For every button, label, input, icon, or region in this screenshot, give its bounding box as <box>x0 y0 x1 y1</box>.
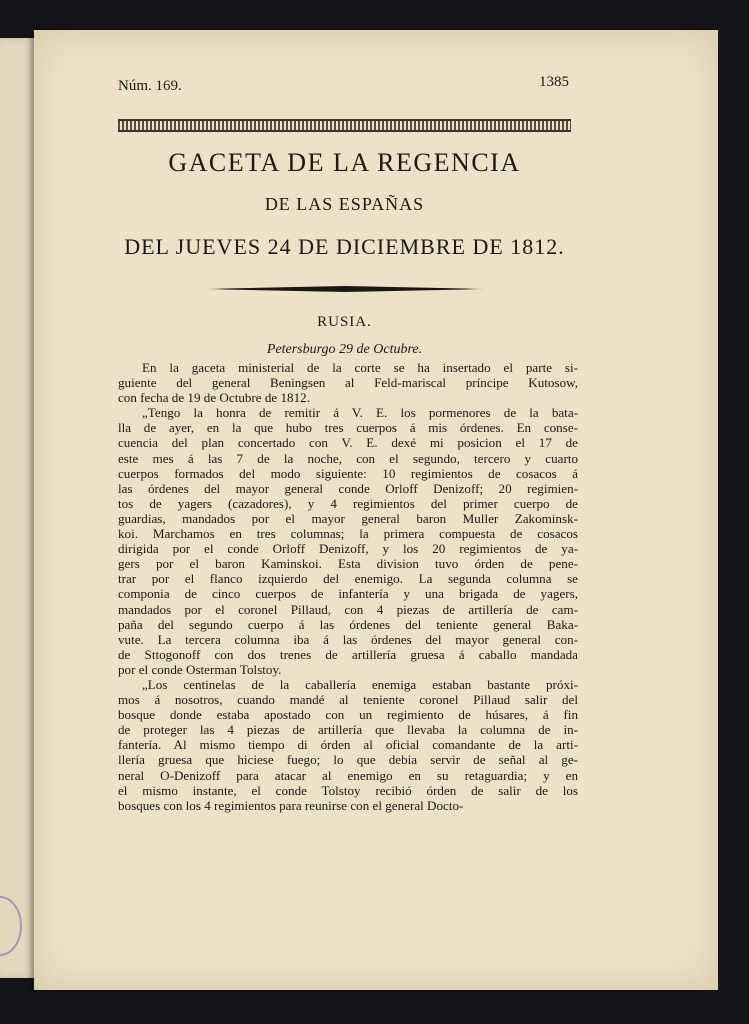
text-line: „Los centinelas de la caballería enemiga estaban bastante próxi- <box>142 676 578 692</box>
text-line: por el conde Osterman Tolstoy. <box>118 661 282 677</box>
text-line: guardias, mandados por el mayor general baron Muller Zakominsk- <box>118 510 578 526</box>
gazette-title: GACETA DE LA REGENCIA <box>168 148 521 177</box>
text-line: koi. Marchamos en tres columnas; la primera compuesta de cosacos <box>118 526 578 542</box>
gazette-page <box>34 30 718 990</box>
article-dateline: Petersburgo 29 de Octubre. <box>266 342 423 357</box>
text-line: mos á nosotros, cuando mandé al teniente coronel Pillaud salir del <box>118 692 578 708</box>
library-stamp <box>0 896 22 956</box>
text-line: En la gaceta ministerial de la corte se ha insertado el parte si- <box>142 360 578 375</box>
text-line: las órdenes del mayor general conde Orloff Denizoff; 20 regimien- <box>118 480 578 496</box>
text-line: llería gruesa que hiciese fuego; lo que debia servir de señal al ge- <box>118 752 578 768</box>
section-heading: RUSIA. <box>317 314 372 330</box>
text-line: componia de cinco cuerpos de infantería y una brigada de yagers, <box>118 586 578 602</box>
text-line: vute. La tercera columna iba á las órdenes del mayor general con- <box>118 631 578 647</box>
text-line: paña del segundo cuerpo á las órdenes del teniente general Baka- <box>118 616 578 632</box>
ornamental-rule <box>202 286 488 292</box>
text-line: el mismo instante, el conde Tolstoy recibió órden de salir de los <box>118 782 578 798</box>
text-line: cuerpos formados del modo siguiente: 10 regimientos de cosacos á <box>118 465 578 481</box>
text-line: neral O-Denizoff para atacar al enemigo en su retaguardia; y en <box>118 767 578 783</box>
masthead-rule <box>118 119 571 132</box>
text-line: de proteger las 4 piezas de artillería que llevaba la columna de in- <box>118 722 578 738</box>
page-number: 1385 <box>539 74 569 90</box>
text-line: gers por el baron Kaminskoi. Esta division tuvo órden de pene- <box>118 556 578 572</box>
issue-date: DEL JUEVES 24 DE DICIEMBRE DE 1812. <box>124 234 565 259</box>
text-line: cuencia del plan concertado con V. E. dexé mi posicion el 17 de <box>118 435 578 451</box>
text-line: trar por el flanco izquierdo del enemigo. La segunda columna se <box>118 571 578 587</box>
text-line: dirigida por el conde Orloff Denizoff, y los 20 regimientos de ya- <box>118 541 578 557</box>
text-line: bosque donde estaba apostado con un regimiento de húsares, á fin <box>118 707 578 723</box>
issue-number: Núm. 169. <box>118 78 182 94</box>
text-line: bosques con los 4 regimientos para reunirse con el general Docto- <box>118 797 464 813</box>
text-line: con fecha de 19 de Octubre de 1812. <box>118 390 310 406</box>
text-line: guiente del general Beningsen al Feld-mariscal príncipe Kutosow, <box>118 375 578 391</box>
text-line: tos de yagers (cazadores), y 4 regimientos del primer cuerpo de <box>118 495 578 511</box>
article-body <box>118 360 578 813</box>
gazette-subtitle: DE LAS ESPAÑAS <box>264 194 425 214</box>
text-line: de Sttogonoff con dos trenes de artillería gruesa á caballo mandada <box>118 646 578 662</box>
text-line: „Tengo la honra de remitir á V. E. los pormenores de la bata- <box>142 405 578 421</box>
text-line: lla de ayer, en la que hubo tres cuerpos á mis órdenes. En conse- <box>118 420 578 436</box>
text-line: mandados por el coronel Pillaud, con 4 piezas de artillería de cam- <box>118 601 578 617</box>
text-line: este mes á las 7 de la noche, con el segundo, tercero y cuarto <box>118 450 578 466</box>
text-line: fantería. Al mismo tiempo di órden al oficial comandante de la arti- <box>118 737 578 753</box>
